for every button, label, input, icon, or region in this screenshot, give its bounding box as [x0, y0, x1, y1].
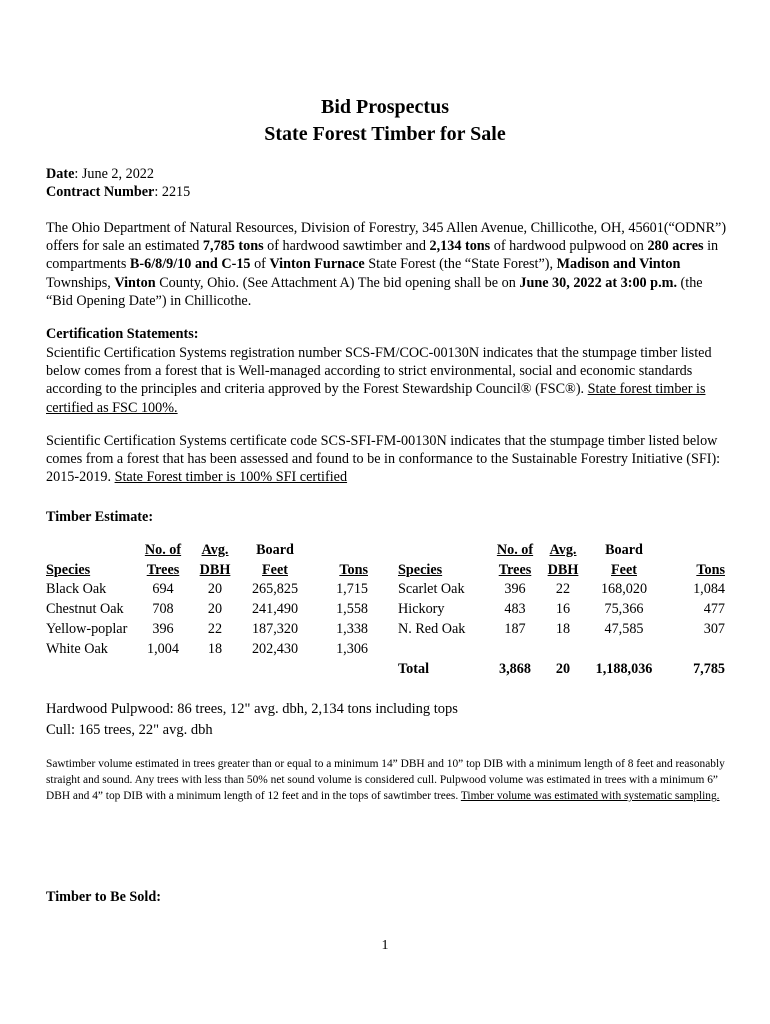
board-feet-cell: 265,825	[251, 581, 299, 597]
table-row	[398, 639, 725, 659]
species-cell: Yellow-poplar	[46, 621, 128, 637]
acres: 280 acres	[647, 238, 704, 255]
table-row	[398, 599, 725, 619]
trees-cell: 708	[152, 601, 174, 617]
table-row	[46, 639, 368, 659]
dbh-cell: 18	[207, 641, 223, 657]
total-trees: 3,868	[499, 661, 531, 677]
total-row	[398, 659, 725, 679]
dbh-cell: 22	[207, 621, 223, 637]
sampling-note: Timber volume was estimated with systematic sampling.	[460, 790, 720, 803]
tons-cell: 1,715	[336, 581, 368, 597]
compartments: B-6/8/9/10 and C-15	[129, 256, 251, 273]
board-feet-cell: 47,585	[604, 621, 644, 637]
sfi-text: Scientific Certification Systems certificate code SCS-SFI-FM-00130N indicates that the stumpage timber listed below comes from a forest that has been assessed and found to be in conformance to the Sustainable Forestry Initiative (SFI): 2015-2019.	[46, 433, 721, 486]
species-cell: Chestnut Oak	[46, 601, 124, 617]
tons-cell: 307	[703, 621, 725, 637]
board-feet-cell: 202,430	[251, 641, 299, 657]
timber-table-right	[398, 539, 725, 679]
total-label: Total	[398, 661, 430, 677]
page-number: 1	[381, 938, 389, 953]
table-row	[46, 619, 368, 639]
col-trees-line2: Trees	[498, 562, 532, 578]
intro-text: County, Ohio. (See Attachment A) The bid opening shall be on	[155, 274, 520, 291]
intro-text: The Ohio Department of Natural Resources, Division of Forestry, 345 Allen Avenue, Chillicothe, OH, 45601(“ODNR”) offers for sale an estimated	[46, 220, 727, 255]
trees-cell: 396	[152, 621, 174, 637]
volume-footnote	[46, 756, 736, 805]
species-cell: Hickory	[398, 601, 445, 617]
pulpwood-line: Hardwood Pulpwood: 86 trees, 12" avg. dbh, 2,134 tons including tops	[46, 701, 458, 717]
date-line	[46, 165, 154, 183]
bid-opening-date: June 30, 2022 at 3:00 p.m.	[519, 274, 677, 291]
col-trees-line2: Trees	[146, 562, 180, 578]
tons-cell: 1,338	[336, 621, 368, 637]
col-trees-line1: No. of	[144, 542, 182, 558]
col-feet-line1: Board	[256, 542, 294, 558]
table-header-row	[398, 539, 725, 559]
species-cell: Black Oak	[46, 581, 107, 597]
col-dbh-line1: Avg.	[201, 542, 229, 558]
col-dbh-line2: DBH	[199, 562, 231, 578]
tons-cell: 1,558	[336, 601, 368, 617]
sfi-statement	[46, 432, 728, 487]
contract-line	[46, 183, 190, 201]
trees-cell: 187	[504, 621, 526, 637]
intro-text: (the “Bid Opening Date”) in Chillicothe.	[46, 274, 703, 309]
document-title: Bid Prospectus	[321, 96, 449, 118]
intro-text: of hardwood pulpwood on	[490, 238, 648, 255]
species-cell: Scarlet Oak	[398, 581, 465, 597]
dbh-cell: 22	[555, 581, 571, 597]
table-row	[46, 579, 368, 599]
col-feet-line2: Feet	[611, 562, 637, 578]
col-feet-line2: Feet	[262, 562, 288, 578]
contract-value: : 2215	[154, 184, 191, 200]
timber-estimate-heading: Timber Estimate:	[46, 509, 154, 525]
total-board-feet: 1,188,036	[595, 661, 653, 677]
trees-cell: 483	[504, 601, 526, 617]
townships: Madison and Vinton	[556, 256, 681, 273]
table-row	[398, 619, 725, 639]
pulpwood-tons: 2,134 tons	[429, 238, 491, 255]
board-feet-cell: 75,366	[604, 601, 644, 617]
intro-text: of	[250, 256, 270, 273]
date-label: Date	[46, 166, 75, 182]
tons-cell: 1,084	[693, 581, 725, 597]
board-feet-cell: 241,490	[251, 601, 299, 617]
dbh-cell: 20	[207, 581, 223, 597]
board-feet-cell: 187,320	[251, 621, 299, 637]
dbh-cell: 16	[555, 601, 571, 617]
col-species: Species	[398, 562, 443, 578]
forest-name: Vinton Furnace	[269, 256, 365, 273]
fsc-text: Scientific Certification Systems registration number SCS-FM/COC-00130N indicates that the stumpage timber listed below comes from a forest that is Well-managed according to strict environmental, social and economic standards according to the principles and criteria approved by the Forest Stewardship Council® (FSC®).	[46, 345, 712, 398]
col-trees-line1: No. of	[496, 542, 534, 558]
total-tons: 7,785	[693, 661, 725, 677]
timber-table-left	[46, 539, 368, 659]
trees-cell: 694	[152, 581, 174, 597]
species-cell: White Oak	[46, 641, 108, 657]
tons-cell: 1,306	[336, 641, 368, 657]
species-cell: N. Red Oak	[398, 621, 466, 637]
intro-text: of hardwood sawtimber and	[263, 238, 430, 255]
dbh-cell: 20	[207, 601, 223, 617]
sfi-certified-note: State Forest timber is 100% SFI certified	[114, 469, 348, 486]
board-feet-cell: 168,020	[600, 581, 648, 597]
col-tons: Tons	[696, 562, 725, 578]
sawtimber-tons: 7,785 tons	[202, 238, 264, 255]
col-species: Species	[46, 562, 91, 578]
timber-sold-heading: Timber to Be Sold:	[46, 889, 161, 905]
certification-heading: Certification Statements:	[46, 326, 199, 342]
col-tons: Tons	[339, 562, 368, 578]
trees-cell: 396	[504, 581, 526, 597]
date-value: : June 2, 2022	[74, 166, 154, 182]
intro-text: in compartments	[46, 238, 719, 273]
footnote-text: Sawtimber volume estimated in trees greater than or equal to a minimum 14” DBH and 10” top DIB with a minimum length of 8 feet and reasonably straight and sound. Any trees with less than 50% net sound volume is considered cull. Pulpwood volume was estimated in trees with a minimum 6” DBH and 4” top DIB with a minimum length of 12 feet and in the tops of sawtimber trees.	[46, 758, 725, 803]
table-row	[46, 599, 368, 619]
intro-text: Townships,	[46, 274, 115, 291]
col-feet-line1: Board	[605, 542, 643, 558]
fsc-certified-note: State forest timber is certified as FSC 100%.	[46, 381, 706, 416]
tons-cell: 477	[703, 601, 725, 617]
table-row	[398, 579, 725, 599]
dbh-cell: 18	[555, 621, 571, 637]
cull-line: Cull: 165 trees, 22" avg. dbh	[46, 722, 213, 738]
total-dbh: 20	[555, 661, 571, 677]
intro-paragraph	[46, 219, 728, 310]
col-dbh-line1: Avg.	[549, 542, 577, 558]
fsc-statement	[46, 344, 728, 417]
document-subtitle: State Forest Timber for Sale	[264, 123, 506, 145]
trees-cell: 1,004	[147, 641, 179, 657]
table-header-row	[46, 539, 368, 559]
col-dbh-line2: DBH	[547, 562, 579, 578]
county: Vinton	[114, 274, 156, 291]
intro-text: State Forest (the “State Forest”),	[364, 256, 557, 273]
contract-label: Contract Number	[46, 184, 155, 200]
